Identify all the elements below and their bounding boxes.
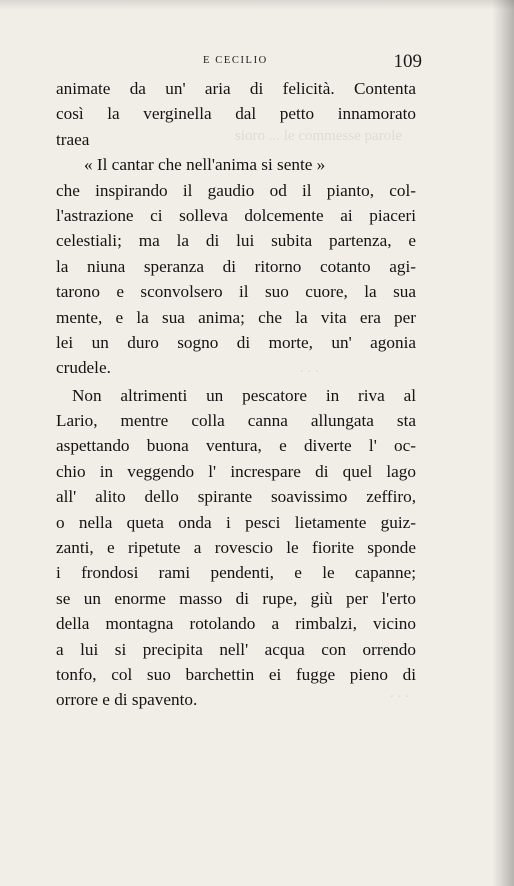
page-top-shadow bbox=[0, 0, 514, 10]
text-line: i frondosi rami pendenti, e le capanne; bbox=[56, 563, 416, 583]
text-line: tarono e sconvolsero il suo cuore, la sua bbox=[56, 282, 416, 302]
body-text bbox=[56, 76, 416, 713]
text-line: lei un duro sogno di morte, un' agonia bbox=[56, 332, 416, 352]
text-line: della montagna rotolando a rimbalzi, vicino bbox=[56, 614, 416, 634]
text-line: l'astrazione ci solleva dolcemente ai piaceri bbox=[56, 205, 416, 225]
text-line: che inspirando il gaudio od il pianto, col- bbox=[56, 180, 416, 200]
text-line: aspettando buona ventura, e diverte l' oc- bbox=[56, 436, 416, 456]
text-line: così la verginella dal petto innamorato bbox=[56, 104, 416, 124]
binding-shadow bbox=[492, 0, 514, 886]
text-line: a lui si precipita nell' acqua con orrendo bbox=[56, 639, 416, 659]
text-line: orrore e di spavento. bbox=[56, 690, 198, 710]
text-line: traea bbox=[56, 129, 90, 149]
text-line: o nella queta onda i pesci lietamente guiz- bbox=[56, 512, 416, 532]
text-line: la niuna speranza di ritorno cotanto agi- bbox=[56, 256, 416, 276]
text-line: zanti, e ripetute a rovescio le fiorite sponde bbox=[56, 538, 416, 558]
text-line: Non altrimenti un pescatore in riva al bbox=[72, 385, 416, 405]
running-head: E CECILIO bbox=[203, 55, 268, 66]
text-line: se un enorme masso di rupe, giù per l'erto bbox=[56, 588, 416, 608]
text-line: tonfo, col suo barchettin ei fugge pieno di bbox=[56, 664, 416, 684]
text-line: crudele. bbox=[56, 358, 111, 378]
show-through-text: . . . bbox=[390, 685, 409, 701]
text-line: chio in veggendo l' increspare di quel lago bbox=[56, 461, 416, 481]
text-line: all' alito dello spirante soavissimo zeffiro, bbox=[56, 487, 416, 507]
text-line: mente, e la sua anima; che la vita era per bbox=[56, 307, 416, 327]
quotation-line: « Il cantar che nell'anima si sente » bbox=[84, 155, 326, 175]
show-through-text: . . . bbox=[300, 360, 319, 376]
text-line: animate da un' aria di felicità. Contenta bbox=[56, 79, 416, 98]
page-number: 109 bbox=[393, 51, 422, 72]
text-line: Lario, mentre colla canna allungata sta bbox=[56, 411, 416, 431]
text-line: celestiali; ma la di lui subita partenza, e bbox=[56, 231, 416, 251]
show-through-text: sioro ... le commesse parole bbox=[235, 128, 403, 144]
